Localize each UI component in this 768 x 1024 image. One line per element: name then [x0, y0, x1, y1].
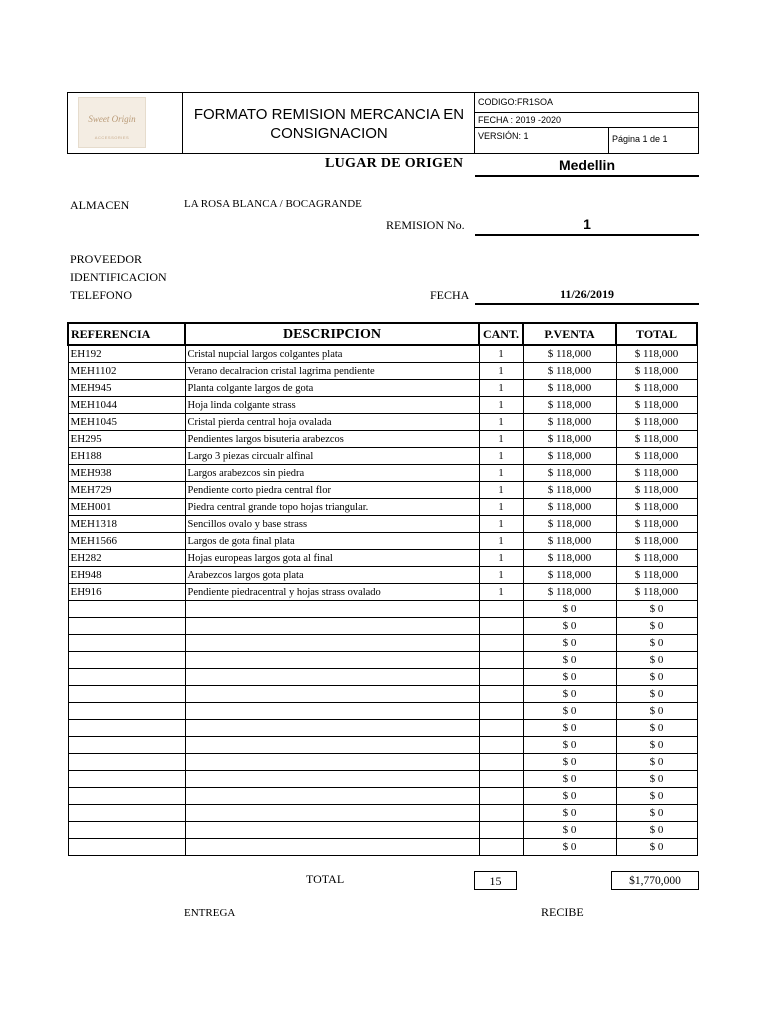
- cell-referencia: MEH945: [68, 380, 185, 397]
- cell-referencia: [68, 771, 185, 788]
- title-cell: [183, 93, 475, 153]
- cell-total: $ 0: [616, 601, 697, 618]
- cell-descripcion: [185, 754, 479, 771]
- cell-cant: [479, 720, 523, 737]
- cell-pventa: $ 118,000: [523, 380, 616, 397]
- table-row: [68, 686, 697, 703]
- cell-descripcion: Piedra central grande topo hojas triangular.: [185, 499, 479, 516]
- cell-total: $ 0: [616, 686, 697, 703]
- total-amount-box: $1,770,000: [611, 871, 699, 890]
- cell-cant: 1: [479, 550, 523, 567]
- telefono-label: TELEFONO: [70, 288, 132, 302]
- cell-descripcion: [185, 805, 479, 822]
- cell-pventa: $ 118,000: [523, 533, 616, 550]
- cell-cant: 1: [479, 363, 523, 380]
- remision-label: REMISION No.: [386, 218, 465, 232]
- cell-total: $ 0: [616, 737, 697, 754]
- cell-descripcion: Largos de gota final plata: [185, 533, 479, 550]
- cell-total: $ 0: [616, 720, 697, 737]
- cell-cant: [479, 618, 523, 635]
- cell-pventa: $ 118,000: [523, 482, 616, 499]
- cell-pventa: $ 118,000: [523, 345, 616, 363]
- cell-cant: [479, 788, 523, 805]
- cell-total: $ 0: [616, 805, 697, 822]
- cell-referencia: [68, 703, 185, 720]
- cell-descripcion: Verano decalracion cristal lagrima pendiente: [185, 363, 479, 380]
- col-header-cant: CANT.: [479, 323, 523, 345]
- cell-cant: [479, 839, 523, 856]
- table-row: [68, 363, 697, 380]
- cell-cant: [479, 686, 523, 703]
- lugar-origen-label: LUGAR DE ORIGEN: [325, 156, 464, 171]
- cell-cant: 1: [479, 482, 523, 499]
- cell-descripcion: Largos arabezcos sin piedra: [185, 465, 479, 482]
- cell-referencia: EH295: [68, 431, 185, 448]
- fecha-label: FECHA: [430, 288, 470, 302]
- col-header-referencia: REFERENCIA: [68, 323, 185, 345]
- meta-fecha: FECHA : 2019 -2020: [478, 115, 562, 125]
- cell-cant: [479, 822, 523, 839]
- cell-referencia: EH192: [68, 345, 185, 363]
- logo-subtext: ACCESSORIES: [94, 135, 130, 140]
- cell-descripcion: Pendiente piedracentral y hojas strass ovalado: [185, 584, 479, 601]
- cell-referencia: MEH1044: [68, 397, 185, 414]
- table-row: [68, 754, 697, 771]
- meta-version-cell: [475, 128, 698, 153]
- cell-descripcion: [185, 822, 479, 839]
- cell-referencia: [68, 754, 185, 771]
- table-row: [68, 822, 697, 839]
- table-row: [68, 737, 697, 754]
- cell-descripcion: [185, 635, 479, 652]
- cell-pventa: $ 0: [523, 839, 616, 856]
- cell-referencia: [68, 822, 185, 839]
- cell-descripcion: [185, 788, 479, 805]
- logo-text: Sweet Origin: [88, 114, 136, 124]
- table-row: [68, 669, 697, 686]
- cell-cant: [479, 635, 523, 652]
- fecha-underline: [475, 303, 699, 305]
- cell-total: $ 118,000: [616, 482, 697, 499]
- cell-cant: [479, 771, 523, 788]
- cell-cant: 1: [479, 567, 523, 584]
- total-label: TOTAL: [306, 872, 345, 886]
- remision-number: 1: [583, 216, 591, 232]
- remision-underline: [475, 234, 699, 236]
- cell-cant: 1: [479, 516, 523, 533]
- recibe-label: RECIBE: [541, 905, 584, 919]
- cell-referencia: [68, 652, 185, 669]
- cell-descripcion: [185, 737, 479, 754]
- col-header-pventa: P.VENTA: [523, 323, 616, 345]
- cell-cant: [479, 601, 523, 618]
- cell-referencia: [68, 686, 185, 703]
- cell-pventa: $ 118,000: [523, 448, 616, 465]
- cell-descripcion: [185, 839, 479, 856]
- cell-referencia: [68, 635, 185, 652]
- cell-total: $ 118,000: [616, 380, 697, 397]
- cell-pventa: $ 0: [523, 788, 616, 805]
- cell-descripcion: [185, 720, 479, 737]
- table-row: [68, 414, 697, 431]
- almacen-value: LA ROSA BLANCA / BOCAGRANDE: [184, 198, 362, 210]
- cell-total: $ 118,000: [616, 397, 697, 414]
- meta-pagina: Página 1 de 1: [612, 134, 668, 144]
- cell-total: $ 118,000: [616, 567, 697, 584]
- cell-descripcion: [185, 703, 479, 720]
- table-row: [68, 397, 697, 414]
- cell-cant: 1: [479, 345, 523, 363]
- cell-descripcion: Largo 3 piezas circualr alfinal: [185, 448, 479, 465]
- cell-total: $ 0: [616, 754, 697, 771]
- cell-pventa: $ 0: [523, 771, 616, 788]
- cell-total: $ 118,000: [616, 345, 697, 363]
- table-row: [68, 635, 697, 652]
- cell-referencia: MEH1318: [68, 516, 185, 533]
- cell-referencia: [68, 737, 185, 754]
- cell-total: $ 118,000: [616, 550, 697, 567]
- cell-total: $ 118,000: [616, 363, 697, 380]
- table-row: [68, 839, 697, 856]
- cell-cant: 1: [479, 397, 523, 414]
- cell-total: $ 0: [616, 669, 697, 686]
- cell-cant: 1: [479, 499, 523, 516]
- table-row: [68, 618, 697, 635]
- cell-cant: 1: [479, 465, 523, 482]
- cell-total: $ 0: [616, 652, 697, 669]
- cell-cant: [479, 805, 523, 822]
- table-row: [68, 448, 697, 465]
- table-row: [68, 550, 697, 567]
- cell-total: $ 118,000: [616, 431, 697, 448]
- cell-total: $ 118,000: [616, 516, 697, 533]
- cell-pventa: $ 118,000: [523, 550, 616, 567]
- cell-pventa: $ 0: [523, 652, 616, 669]
- table-header-row: [68, 323, 697, 345]
- cell-cant: 1: [479, 380, 523, 397]
- table-body: [68, 345, 697, 856]
- cell-pventa: $ 0: [523, 669, 616, 686]
- cell-total: $ 118,000: [616, 499, 697, 516]
- cell-referencia: EH188: [68, 448, 185, 465]
- company-logo: [78, 97, 146, 148]
- lugar-origen-value: Medellin: [558, 157, 615, 173]
- cell-descripcion: Cristal nupcial largos colgantes plata: [185, 345, 479, 363]
- table-row: [68, 380, 697, 397]
- lugar-origen-underline: [475, 175, 699, 177]
- cell-referencia: MEH1045: [68, 414, 185, 431]
- cell-descripcion: Arabezcos largos gota plata: [185, 567, 479, 584]
- table-row: [68, 567, 697, 584]
- total-cant-box: 15: [474, 871, 517, 890]
- proveedor-label: PROVEEDOR: [70, 252, 143, 266]
- cell-pventa: $ 0: [523, 720, 616, 737]
- table-row: [68, 652, 697, 669]
- cell-total: $ 0: [616, 618, 697, 635]
- items-table: [67, 322, 698, 856]
- cell-pventa: $ 0: [523, 754, 616, 771]
- cell-referencia: [68, 839, 185, 856]
- cell-pventa: $ 118,000: [523, 397, 616, 414]
- cell-pventa: $ 0: [523, 805, 616, 822]
- table-row: [68, 345, 697, 363]
- cell-pventa: $ 0: [523, 703, 616, 720]
- table-row: [68, 482, 697, 499]
- entrega-label: ENTREGA: [184, 907, 236, 919]
- cell-referencia: [68, 618, 185, 635]
- cell-cant: [479, 737, 523, 754]
- cell-descripcion: Sencillos ovalo y base strass: [185, 516, 479, 533]
- document-title: FORMATO REMISION MERCANCIA EN CONSIGNACION: [193, 106, 465, 142]
- cell-referencia: [68, 669, 185, 686]
- cell-pventa: $ 118,000: [523, 414, 616, 431]
- cell-referencia: EH282: [68, 550, 185, 567]
- cell-pventa: $ 0: [523, 737, 616, 754]
- table-row: [68, 601, 697, 618]
- cell-referencia: MEH729: [68, 482, 185, 499]
- cell-descripcion: Hojas europeas largos gota al final: [185, 550, 479, 567]
- fecha-value: 11/26/2019: [559, 287, 614, 301]
- meta-divider: [608, 128, 609, 153]
- document-header: [67, 92, 699, 154]
- cell-total: $ 0: [616, 635, 697, 652]
- table-row: [68, 465, 697, 482]
- cell-cant: 1: [479, 533, 523, 550]
- cell-cant: 1: [479, 584, 523, 601]
- cell-referencia: [68, 601, 185, 618]
- cell-descripcion: [185, 686, 479, 703]
- cell-descripcion: [185, 618, 479, 635]
- table-row: [68, 703, 697, 720]
- cell-cant: [479, 652, 523, 669]
- meta-version: VERSIÓN: 1: [478, 131, 529, 141]
- col-header-total: TOTAL: [616, 323, 697, 345]
- cell-descripcion: [185, 771, 479, 788]
- col-header-descripcion: DESCRIPCION: [185, 323, 479, 345]
- cell-descripcion: [185, 652, 479, 669]
- cell-pventa: $ 118,000: [523, 465, 616, 482]
- almacen-label: ALMACEN: [70, 198, 130, 212]
- cell-referencia: MEH1102: [68, 363, 185, 380]
- logo-cell: [68, 93, 183, 153]
- table-row: [68, 499, 697, 516]
- cell-pventa: $ 118,000: [523, 499, 616, 516]
- table-row: [68, 584, 697, 601]
- cell-total: $ 118,000: [616, 448, 697, 465]
- identificacion-label: IDENTIFICACION: [70, 270, 167, 284]
- cell-total: $ 0: [616, 703, 697, 720]
- cell-referencia: MEH001: [68, 499, 185, 516]
- cell-descripcion: Pendientes largos bisuteria arabezcos: [185, 431, 479, 448]
- cell-pventa: $ 118,000: [523, 431, 616, 448]
- cell-total: $ 0: [616, 822, 697, 839]
- cell-referencia: EH916: [68, 584, 185, 601]
- table-row: [68, 788, 697, 805]
- cell-pventa: $ 0: [523, 686, 616, 703]
- meta-codigo-cell: [475, 93, 698, 113]
- cell-referencia: [68, 720, 185, 737]
- cell-referencia: MEH1566: [68, 533, 185, 550]
- cell-total: $ 118,000: [616, 533, 697, 550]
- meta-fecha-cell: [475, 113, 698, 128]
- cell-cant: [479, 669, 523, 686]
- table-row: [68, 720, 697, 737]
- cell-referencia: [68, 788, 185, 805]
- cell-descripcion: [185, 601, 479, 618]
- cell-total: $ 0: [616, 771, 697, 788]
- table-row: [68, 533, 697, 550]
- cell-total: $ 118,000: [616, 414, 697, 431]
- cell-total: $ 118,000: [616, 465, 697, 482]
- cell-total: $ 118,000: [616, 584, 697, 601]
- cell-pventa: $ 118,000: [523, 516, 616, 533]
- cell-referencia: EH948: [68, 567, 185, 584]
- cell-pventa: $ 0: [523, 635, 616, 652]
- cell-cant: [479, 754, 523, 771]
- cell-pventa: $ 118,000: [523, 363, 616, 380]
- cell-pventa: $ 118,000: [523, 584, 616, 601]
- cell-descripcion: Planta colgante largos de gota: [185, 380, 479, 397]
- cell-cant: [479, 703, 523, 720]
- table-row: [68, 805, 697, 822]
- cell-cant: 1: [479, 448, 523, 465]
- cell-total: $ 0: [616, 839, 697, 856]
- cell-pventa: $ 0: [523, 601, 616, 618]
- cell-pventa: $ 0: [523, 822, 616, 839]
- cell-descripcion: [185, 669, 479, 686]
- cell-cant: 1: [479, 414, 523, 431]
- cell-pventa: $ 0: [523, 618, 616, 635]
- cell-cant: 1: [479, 431, 523, 448]
- table-row: [68, 431, 697, 448]
- meta-codigo: CODIGO:FR1SOA: [478, 97, 554, 107]
- cell-pventa: $ 118,000: [523, 567, 616, 584]
- cell-descripcion: Pendiente corto piedra central flor: [185, 482, 479, 499]
- table-row: [68, 771, 697, 788]
- cell-referencia: [68, 805, 185, 822]
- cell-descripcion: Cristal pierda central hoja ovalada: [185, 414, 479, 431]
- table-row: [68, 516, 697, 533]
- cell-descripcion: Hoja linda colgante strass: [185, 397, 479, 414]
- cell-total: $ 0: [616, 788, 697, 805]
- cell-referencia: MEH938: [68, 465, 185, 482]
